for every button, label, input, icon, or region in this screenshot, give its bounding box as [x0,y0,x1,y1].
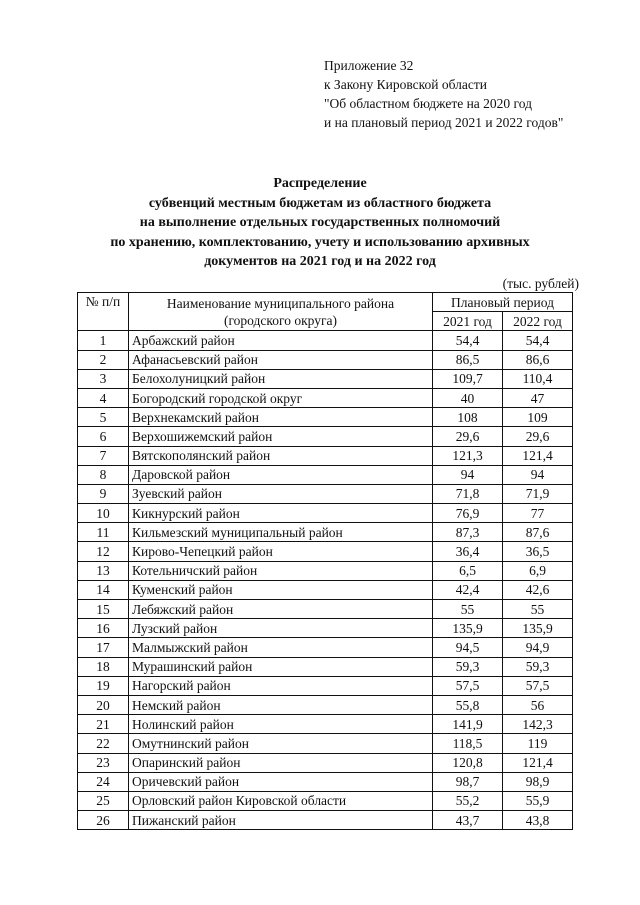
table-row [78,676,573,695]
row-value-2021: 135,9 [433,619,503,638]
row-name: Лузский район [129,619,433,638]
row-value-2022: 71,9 [503,484,573,503]
table-row [78,772,573,791]
row-number: 9 [78,484,129,503]
row-name: Нолинский район [129,715,433,734]
row-number: 5 [78,408,129,427]
row-value-2022: 6,9 [503,561,573,580]
row-value-2021: 76,9 [433,504,503,523]
row-value-2021: 86,5 [433,350,503,369]
row-number: 8 [78,465,129,484]
row-value-2021: 98,7 [433,772,503,791]
header-year-2022: 2022 год [503,312,573,331]
row-value-2021: 94,5 [433,638,503,657]
table-row [78,388,573,407]
row-value-2021: 94 [433,465,503,484]
row-name: Кикнурский район [129,504,433,523]
row-value-2022: 57,5 [503,676,573,695]
table-row [78,734,573,753]
row-name: Малмыжский район [129,638,433,657]
row-value-2022: 142,3 [503,715,573,734]
row-value-2021: 36,4 [433,542,503,561]
row-value-2022: 42,6 [503,580,573,599]
row-number: 19 [78,676,129,695]
row-name: Зуевский район [129,484,433,503]
row-number: 26 [78,811,129,830]
row-value-2021: 29,6 [433,427,503,446]
row-name: Орловский район Кировской области [129,791,433,810]
row-number: 11 [78,523,129,542]
row-value-2022: 43,8 [503,811,573,830]
table-row [78,350,573,369]
row-value-2022: 135,9 [503,619,573,638]
row-number: 3 [78,369,129,388]
row-value-2021: 108 [433,408,503,427]
row-number: 18 [78,657,129,676]
table-row [78,638,573,657]
row-value-2021: 55,2 [433,791,503,810]
row-number: 21 [78,715,129,734]
row-name: Опаринский район [129,753,433,772]
table-row [78,427,573,446]
row-name: Кирово-Чепецкий район [129,542,433,561]
subvention-table [77,292,573,830]
row-value-2022: 87,6 [503,523,573,542]
table-row [78,695,573,714]
row-value-2021: 118,5 [433,734,503,753]
row-number: 17 [78,638,129,657]
row-value-2022: 121,4 [503,446,573,465]
table-row [78,753,573,772]
row-name: Афанасьевский район [129,350,433,369]
table-row [78,465,573,484]
row-value-2021: 57,5 [433,676,503,695]
annex-line: и на плановый период 2021 и 2022 годов" [324,115,564,130]
row-value-2022: 77 [503,504,573,523]
row-value-2021: 54,4 [433,331,503,350]
row-name: Богородский городской округ [129,388,433,407]
row-value-2022: 121,4 [503,753,573,772]
table-row [78,484,573,503]
row-number: 7 [78,446,129,465]
table-row [78,542,573,561]
title-line: Распределение [273,176,367,191]
table-row [78,408,573,427]
table-row [78,657,573,676]
table-row [78,369,573,388]
row-name: Котельничский район [129,561,433,580]
table-body [78,331,573,830]
row-number: 25 [78,791,129,810]
table-row [78,811,573,830]
header-year-2021: 2021 год [433,312,503,331]
table-row [78,523,573,542]
header-name-line1: Наименование муниципального района [166,295,395,311]
row-name: Арбажский район [129,331,433,350]
annex-line: Приложение 32 [324,58,414,73]
title-line: субвенций местным бюджетам из областного бюджета [148,195,492,211]
row-value-2022: 59,3 [503,657,573,676]
table-row [78,504,573,523]
row-value-2021: 43,7 [433,811,503,830]
row-value-2022: 47 [503,388,573,407]
row-value-2022: 86,6 [503,350,573,369]
row-name: Вятскополянский район [129,446,433,465]
units-label: (тыс. рублей) [502,276,579,291]
row-value-2022: 98,9 [503,772,573,791]
row-value-2021: 59,3 [433,657,503,676]
row-value-2022: 94,9 [503,638,573,657]
row-value-2021: 55,8 [433,695,503,714]
row-number: 6 [78,427,129,446]
row-value-2021: 6,5 [433,561,503,580]
row-value-2021: 42,4 [433,580,503,599]
table-row [78,446,573,465]
title-line: документов на 2021 год и на 2022 год [204,254,436,269]
row-number: 2 [78,350,129,369]
row-value-2022: 54,4 [503,331,573,350]
row-number: 15 [78,600,129,619]
table-row [78,619,573,638]
row-name: Лебяжский район [129,600,433,619]
header-num: № п/п [78,293,129,331]
row-number: 13 [78,561,129,580]
row-number: 14 [78,580,129,599]
row-name: Немский район [129,695,433,714]
row-name: Мурашинский район [129,657,433,676]
row-value-2022: 55,9 [503,791,573,810]
annex-line: "Об областном бюджете на 2020 год [324,96,532,111]
row-name: Омутнинский район [129,734,433,753]
row-value-2022: 94 [503,465,573,484]
annex-header [324,56,563,132]
header-name [129,293,433,331]
row-number: 24 [78,772,129,791]
row-number: 1 [78,331,129,350]
row-value-2021: 87,3 [433,523,503,542]
row-value-2022: 110,4 [503,369,573,388]
header-name-line2: (городского округа) [223,312,338,328]
row-name: Куменский район [129,580,433,599]
table-row [78,600,573,619]
header-period: Плановый период [433,293,573,312]
row-value-2021: 141,9 [433,715,503,734]
table-row [78,715,573,734]
row-value-2022: 56 [503,695,573,714]
row-number: 16 [78,619,129,638]
row-name: Белохолуницкий район [129,369,433,388]
row-name: Кильмезский муниципальный район [129,523,433,542]
row-value-2022: 29,6 [503,427,573,446]
annex-line: к Закону Кировской области [324,77,488,92]
row-number: 10 [78,504,129,523]
row-name: Даровской район [129,465,433,484]
title-line: на выполнение отдельных государственных полномочий [139,215,501,230]
row-value-2021: 109,7 [433,369,503,388]
row-value-2022: 119 [503,734,573,753]
row-number: 12 [78,542,129,561]
title-line: по хранению, комплектованию, учету и использованию архивных [110,234,530,250]
row-value-2021: 55 [433,600,503,619]
row-value-2021: 121,3 [433,446,503,465]
table-row [78,580,573,599]
row-name: Верхошижемский район [129,427,433,446]
table-row [78,791,573,810]
row-value-2022: 36,5 [503,542,573,561]
row-name: Верхнекамский район [129,408,433,427]
row-number: 22 [78,734,129,753]
row-name: Пижанский район [129,811,433,830]
row-name: Нагорский район [129,676,433,695]
row-number: 20 [78,695,129,714]
row-number: 4 [78,388,129,407]
table-row [78,561,573,580]
row-value-2021: 40 [433,388,503,407]
row-value-2022: 55 [503,600,573,619]
row-value-2022: 109 [503,408,573,427]
row-name: Оричевский район [129,772,433,791]
row-number: 23 [78,753,129,772]
row-value-2021: 71,8 [433,484,503,503]
table-row [78,331,573,350]
document-title [0,174,640,272]
row-value-2021: 120,8 [433,753,503,772]
